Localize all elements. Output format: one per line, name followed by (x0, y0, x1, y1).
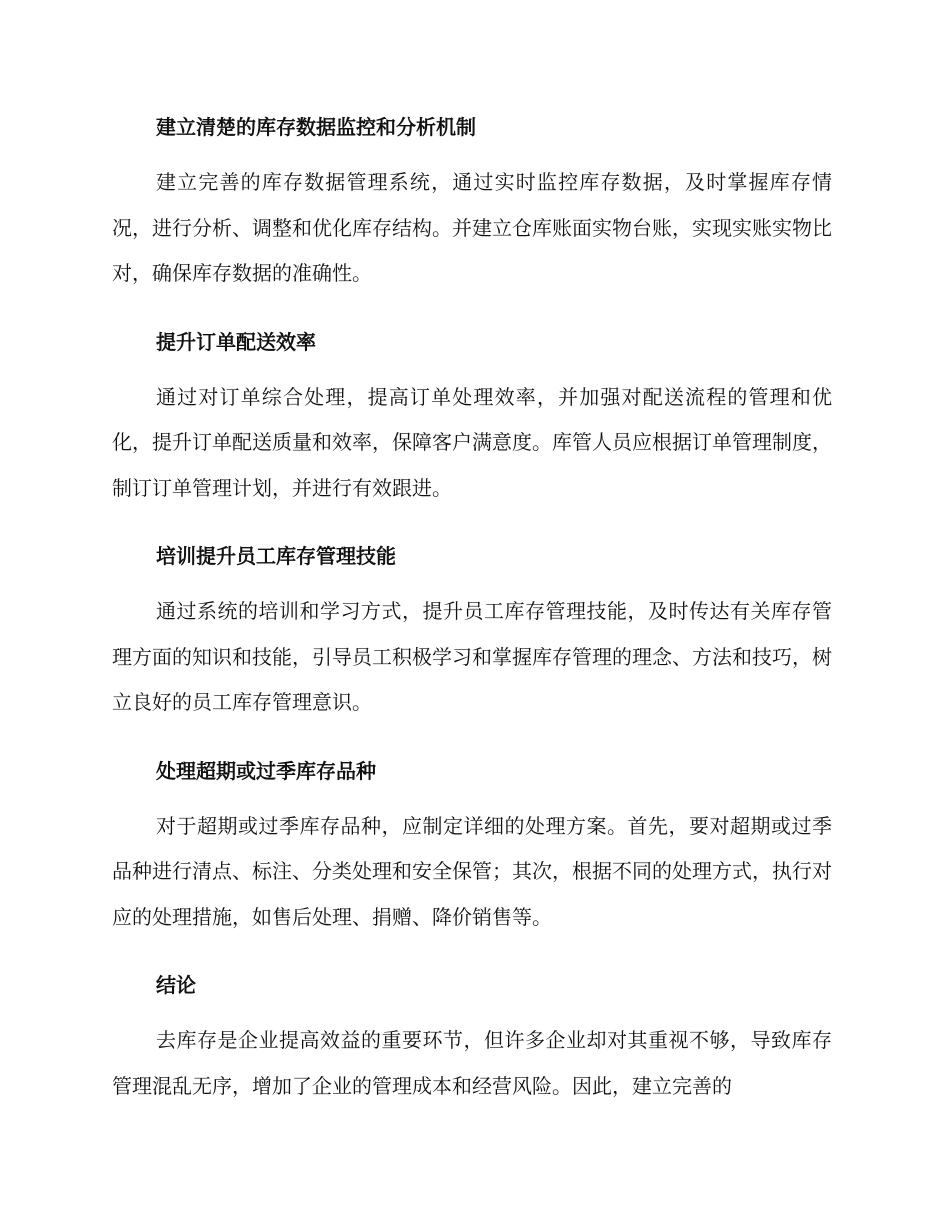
section-heading: 建立清楚的库存数据监控和分析机制 (156, 115, 476, 139)
section-staff-training (112, 533, 832, 726)
document-page (112, 104, 832, 1131)
section-order-delivery (112, 319, 832, 512)
section-paragraph: 通过系统的培训和学习方式，提升员工库存管理技能，及时传达有关库存管理方面的知识和技能，引导员工积极学习和掌握库存管理的理念、方法和技巧，树立良好的员工库存管理意识。 (112, 599, 832, 714)
section-expired-stock (112, 748, 832, 941)
section-conclusion (112, 962, 832, 1109)
section-paragraph: 通过对订单综合处理，提高订单处理效率，并加强对配送流程的管理和优化，提升订单配送质量和效率，保障客户满意度。库管人员应根据订单管理制度，制订订单管理计划，并进行有效跟进。 (112, 384, 832, 500)
section-heading: 培训提升员工库存管理技能 (156, 544, 396, 568)
section-heading: 提升订单配送效率 (156, 329, 316, 354)
section-paragraph: 建立完善的库存数据管理系统，通过实时监控库存数据，及时掌握库存情况，进行分析、调整和优化库存结构。并建立仓库账面实物台账，实现实账实物比对，确保库存数据的准确性。 (112, 170, 832, 285)
section-heading: 处理超期或过季库存品种 (156, 758, 376, 783)
section-paragraph: 对于超期或过季库存品种，应制定详细的处理方案。首先，要对超期或过季品种进行清点、标注、分类处理和安全保管；其次，根据不同的处理方式，执行对应的处理措施，如售后处理、捐赠、降价销售等。 (112, 813, 832, 929)
section-inventory-monitoring (112, 104, 832, 297)
section-paragraph: 去库存是企业提高效益的重要环节，但许多企业却对其重视不够，导致库存管理混乱无序，增加了企业的管理成本和经营风险。因此，建立完善的 (112, 1028, 832, 1098)
section-heading: 结论 (156, 973, 196, 997)
